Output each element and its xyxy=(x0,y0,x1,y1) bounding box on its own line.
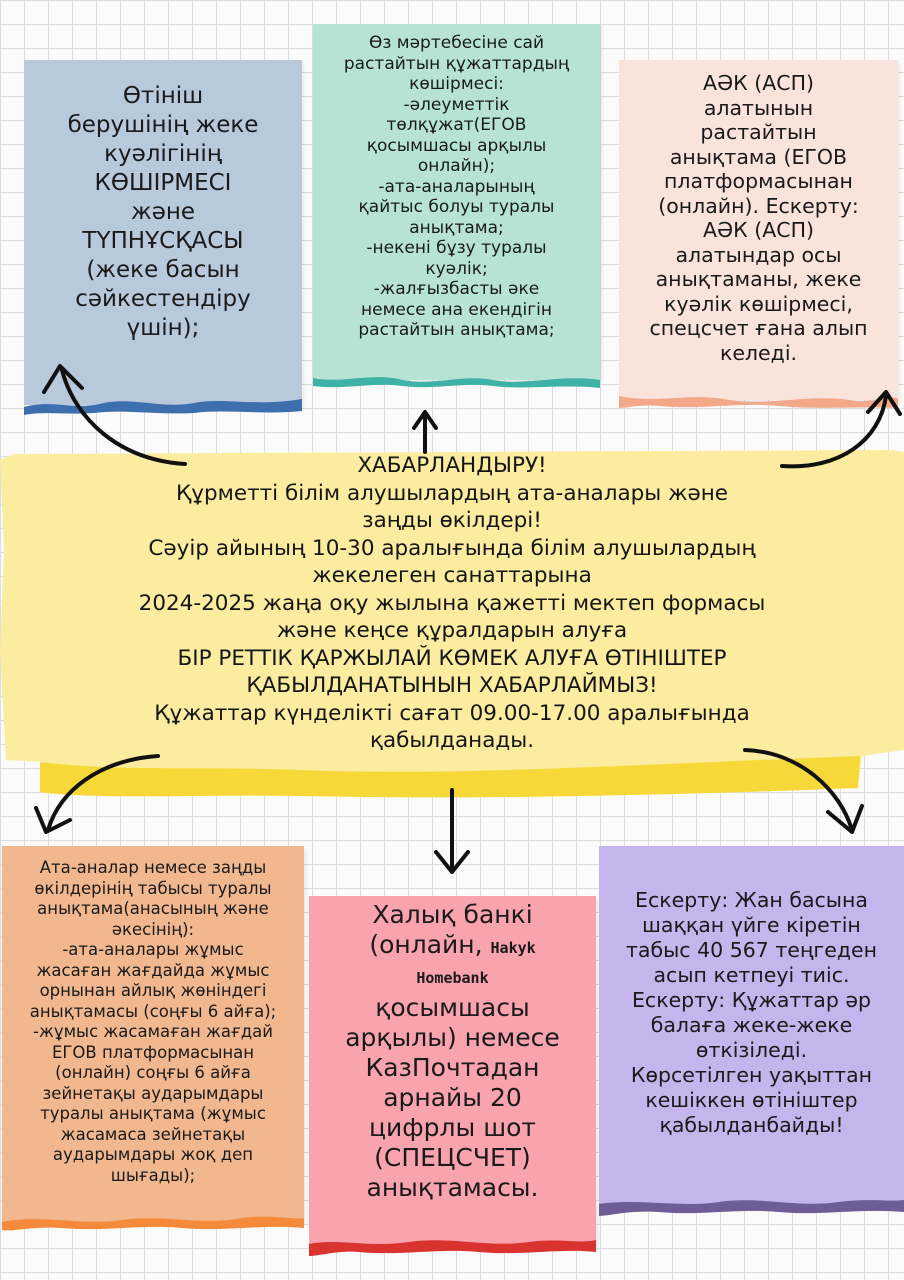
announcement-line: ҚАБЫЛДАНАТЫНЫН ХАБАРЛАЙМЫЗ! xyxy=(246,673,658,698)
card-line: өткізіледі. xyxy=(695,1038,808,1062)
card-line: алатындар осы xyxy=(675,242,842,267)
torn-edge xyxy=(599,1194,904,1216)
card-line: келеді. xyxy=(719,340,798,365)
card-line: платформасынан xyxy=(664,169,853,193)
announcement-line: Құрметті білім алушылардың ата-аналары және xyxy=(176,480,728,506)
card-line: төлқұжат(ЕГОВ xyxy=(386,115,527,136)
card-line: Өтініш xyxy=(122,83,204,109)
card-line: цифрлы шот xyxy=(369,1112,536,1142)
card-line: асып кетпеуі тиіс. xyxy=(653,963,850,987)
announcement-line: БІР РЕТТІК ҚАРЖЫЛАЙ КӨМЕК АЛУҒА ӨТІНІШТЕР xyxy=(177,645,727,671)
card-line: Өз мәртебесіне сай xyxy=(368,33,545,54)
card-line: онлайн); xyxy=(417,156,496,177)
card-line: қосымшасы арқылы xyxy=(366,135,547,156)
card-line: растайтын құжаттардың xyxy=(343,53,570,74)
card-line: Ескерту: Құжаттар әр xyxy=(631,988,872,1012)
card-line: әкесінің): xyxy=(111,919,195,939)
card-line: АӘК (АСП) xyxy=(703,71,814,95)
card-line: зейнетақы аударымдары xyxy=(42,1083,264,1103)
card-line: орнынан айлық жөніндегі xyxy=(39,981,267,1000)
arrowhead-icon xyxy=(436,852,468,872)
card-line: балаға жеке-жеке xyxy=(650,1013,853,1037)
card-line: және xyxy=(130,199,196,225)
card-line: табыс 40 567 теңгеден xyxy=(625,938,878,962)
card-line: куәлік; xyxy=(425,258,488,279)
brand-hakyk: Hakyk xyxy=(490,938,536,957)
card-line: (онлайн, xyxy=(369,929,483,959)
card-line: -ата-аналарының xyxy=(378,176,535,197)
card-line: жасаған жағдайда жұмыс xyxy=(36,960,270,980)
announcement-line: және кеңсе құралдарын алуға xyxy=(276,618,628,643)
card-line: қосымшасы xyxy=(375,992,530,1022)
card-notes xyxy=(599,846,904,1206)
brand-homebank: Homebank xyxy=(416,968,489,987)
card-line: ТҮПНҰСҚАСЫ xyxy=(82,228,244,254)
card-income-certificate xyxy=(2,846,304,1222)
card-line: (онлайн). Ескерту: xyxy=(658,193,859,218)
card-line: өкілдерінің табысы туралы xyxy=(34,878,272,898)
announcement-line: заңды өкілдері! xyxy=(362,508,542,533)
card-line: анықтама (ЕГОВ xyxy=(669,144,848,169)
card-line: берушінің жеке xyxy=(67,112,259,138)
torn-edge xyxy=(619,388,898,410)
announcement-line: Құжаттар күнделікті сағат 09.00-17.00 аралығында xyxy=(154,700,750,726)
card-line: алатынын xyxy=(703,95,814,120)
card-line: Халық банкі xyxy=(372,899,533,929)
card-line: КазПочтадан xyxy=(365,1052,540,1082)
announcement-title: ХАБАРЛАНДЫРУ! xyxy=(357,453,547,478)
announcement-line: қабылданады. xyxy=(369,728,535,753)
card-line: (онлайн) соңғы 6 айға xyxy=(55,1063,251,1082)
card-line: Ескерту: Жан басына xyxy=(635,888,868,912)
torn-edge xyxy=(309,1234,596,1256)
card-line: -жұмыс жасамаған жағдай xyxy=(33,1022,273,1041)
arrowhead-icon xyxy=(414,412,436,428)
card-line: шығады); xyxy=(110,1165,196,1185)
card-line: -жалғызбасты әке xyxy=(373,279,540,300)
card-line: аударымдары жоқ деп xyxy=(52,1145,254,1164)
card-line: ЕГОВ платформасынан xyxy=(51,1042,255,1062)
card-line: немесе ана екендігін xyxy=(361,299,552,320)
card-line: Көрсетілген уақыттан xyxy=(630,1063,873,1087)
card-bank-account xyxy=(309,896,596,1246)
card-line: қайтыс болуы туралы xyxy=(358,197,555,218)
card-line: куәлік көшірмесі, xyxy=(664,291,853,316)
card-line: АӘК (АСП) xyxy=(703,218,814,242)
arrowhead-icon xyxy=(828,806,862,832)
announcement-line: Сәуір айының 10-30 аралығында білім алушылардың xyxy=(148,535,756,561)
card-line: үшін); xyxy=(126,315,200,341)
torn-edge xyxy=(24,393,302,415)
card-line: (СПЕЦСЧЕТ) xyxy=(374,1142,531,1172)
card-line: туралы анықтама (жұмыс xyxy=(40,1104,266,1123)
card-line: -некені бұзу туралы xyxy=(366,238,547,259)
card-line: көшірмесі: xyxy=(409,74,504,95)
card-line: арқылы) немесе xyxy=(345,1022,560,1052)
card-status-documents xyxy=(313,24,600,380)
card-line: куәлігінің xyxy=(104,141,222,167)
card-line: растайтын анықтама; xyxy=(358,320,555,341)
card-line: (жеке басын xyxy=(86,257,240,283)
card-line: -әлеуметтік xyxy=(403,94,510,115)
card-line: Ата-аналар немесе заңды xyxy=(39,858,267,877)
announcement-line: жекелеген санаттарына xyxy=(312,563,592,588)
card-line: растайтын xyxy=(700,120,817,144)
card-line: сәйкестендіру xyxy=(75,286,251,312)
card-line: анықтамасы. xyxy=(366,1172,539,1202)
card-line: спецсчет ғана алып xyxy=(649,316,868,340)
card-line: анықтама(анасының және xyxy=(37,899,269,918)
card-asp-certificate xyxy=(619,60,898,400)
card-line: КӨШІРМЕСІ xyxy=(94,170,232,196)
card-line: шаққан үйге кіретін xyxy=(642,913,861,937)
card-line: қабылданбайды! xyxy=(659,1113,844,1137)
card-id-copy xyxy=(24,60,302,405)
card-line: жасамаса зейнетақы xyxy=(60,1124,246,1144)
card-line: анықтаманы, жеке xyxy=(655,267,862,291)
card-line: кешіккен өтініштер xyxy=(645,1088,858,1112)
card-line: -ата-аналары жұмыс xyxy=(62,940,244,959)
announcement-line: 2024-2025 жаңа оқу жылына қажетті мектеп формасы xyxy=(138,590,766,616)
arrowhead-icon xyxy=(36,808,70,832)
torn-edge xyxy=(2,1210,304,1232)
announcement-banner xyxy=(0,450,904,802)
card-line: анықтама; xyxy=(409,217,504,238)
torn-edge xyxy=(313,368,600,390)
card-line: арнайы 20 xyxy=(383,1082,522,1112)
card-line: анықтамасы (соңғы 6 айға); xyxy=(29,1001,277,1021)
